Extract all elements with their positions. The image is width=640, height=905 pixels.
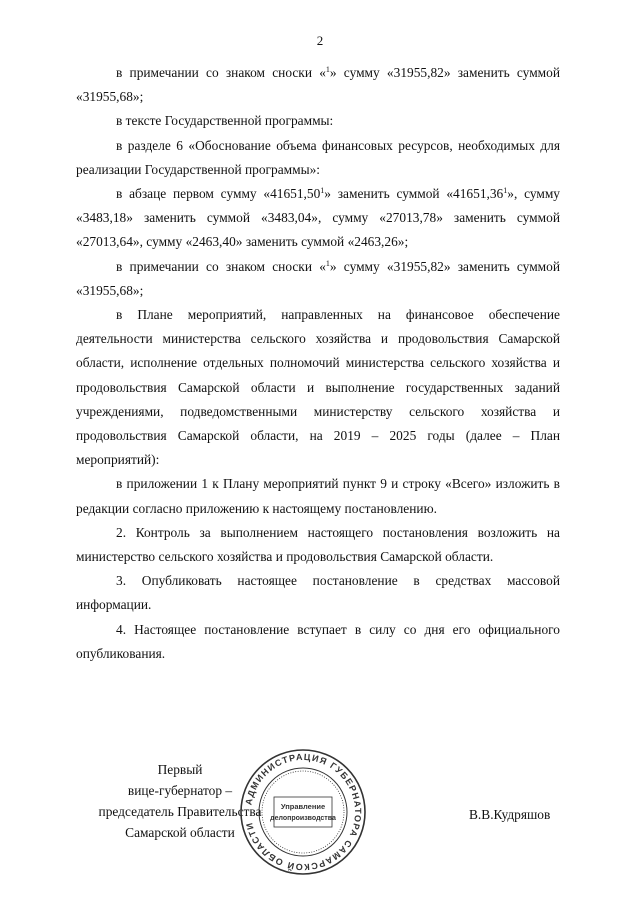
paragraph-footnote-note-1 bbox=[76, 61, 560, 109]
paragraph-publish: 3. Опубликовать настоящее постановление в средствах массовой информации. bbox=[76, 573, 560, 613]
paragraph-appendix: в приложении 1 к Плану мероприятий пункт 9 и строку «Всего» изложить в редакции согласно приложению к настоящему постановлению. bbox=[76, 476, 560, 516]
paragraph-text: в примечании со знаком сноски « bbox=[116, 258, 326, 274]
footnote-mark: 1 bbox=[325, 65, 330, 74]
document-body bbox=[76, 61, 560, 666]
signatory-title-line: вице-губернатор – bbox=[127, 783, 233, 798]
paragraph-text: в абзаце первом сумму «41651,50 bbox=[116, 186, 321, 202]
signer-name: В.В.Кудряшов bbox=[469, 807, 551, 822]
signatory-title-line: Первый bbox=[157, 762, 203, 777]
paragraph-program-text: в тексте Государственной программы: bbox=[116, 113, 334, 129]
paragraph-control: 2. Контроль за выполнением настоящего постановления возложить на министерство сельского хозяйства и продовольствия Самарской области. bbox=[76, 524, 560, 565]
svg-text:АДМИНИСТРАЦИЯ ГУБЕРНАТОРА САМА: АДМИНИСТРАЦИЯ ГУБЕРНАТОРА САМАРСКОЙ ОБЛАСТИ bbox=[243, 751, 364, 873]
svg-text:делопроизводства: делопроизводства bbox=[270, 815, 336, 822]
page-number: 2 bbox=[316, 33, 324, 48]
official-stamp bbox=[238, 747, 368, 877]
paragraph-plan-of-measures: в Плане мероприятий, направленных на финансовое обеспечение деятельности министерства сельского хозяйства и продовольствия Самарской области, исполнение отдельных полномочий министерства сельского хозяйства и продовольствия Самарской области и выполнение государственных заданий учреждениями, подведомственными министерству сельского хозяйства и продовольствия Самарской области, на 2019 – 2025 годы (далее – План мероприятий): bbox=[76, 307, 560, 468]
paragraph-text: » сумму «31955,82» заменить суммой «31955,68»; bbox=[76, 258, 560, 298]
paragraph-text: », сумму «3483,18» заменить суммой «3483,04», сумму «27013,78» заменить суммой «27013,64», сумму «2463,40» заменить суммой «2463,26»; bbox=[76, 186, 560, 250]
signatory-title-line: Самарской области bbox=[125, 825, 235, 840]
stamp-seal-graphic bbox=[238, 747, 368, 877]
paragraph-text: » заменить суммой «41651,36 bbox=[324, 186, 504, 202]
paragraph-text: в примечании со знаком сноски « bbox=[116, 65, 326, 80]
footnote-mark: 1 bbox=[503, 186, 508, 196]
paragraph-first-abzac bbox=[76, 182, 560, 255]
paragraph-section-6: в разделе 6 «Обоснование объема финансовых ресурсов, необходимых для реализации Государственной программы»: bbox=[76, 137, 560, 177]
footnote-mark: 1 bbox=[325, 258, 330, 268]
footnote-mark: 1 bbox=[320, 186, 325, 196]
paragraph-effective: 4. Настоящее постановление вступает в силу со дня его официального опубликования. bbox=[76, 621, 560, 661]
paragraph-text: » сумму «31955,82» заменить суммой «31955,68»; bbox=[76, 65, 560, 105]
paragraph-footnote-note-2 bbox=[76, 255, 560, 303]
signatory-title-line: председатель Правительства bbox=[98, 804, 262, 819]
svg-text:Управление: Управление bbox=[280, 802, 326, 811]
